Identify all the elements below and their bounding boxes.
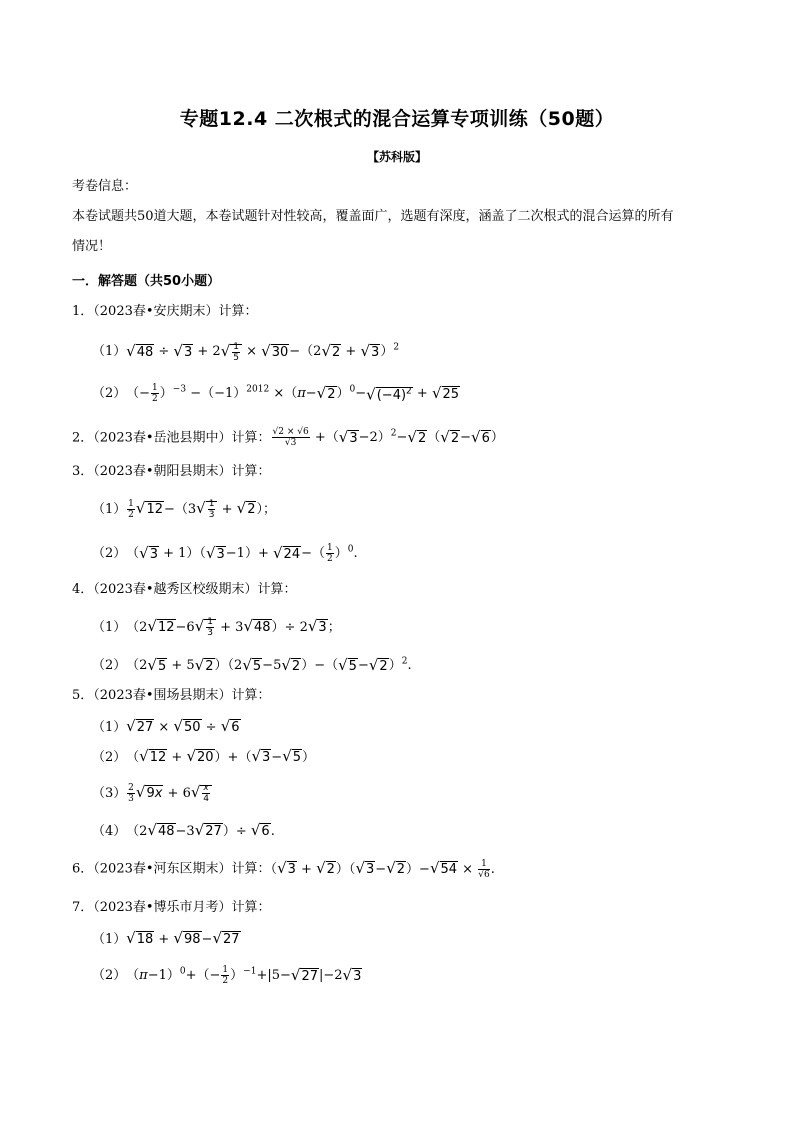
part-label: （2） (92, 546, 127, 562)
math-expression: $\frac{√2 \times √6}{√3}$ $+(√3-2)^2-√2(√2-√6)$ (272, 427, 504, 449)
problem-3 (72, 462, 271, 482)
problem-number: 3． (72, 464, 94, 479)
problem-5 (72, 686, 271, 706)
part-label: （1） (92, 344, 127, 360)
problem-1-part-2 (92, 380, 460, 406)
part-label: （4） (92, 823, 127, 839)
problem-7-part-2 (92, 962, 362, 987)
problem-3-part-1 (92, 498, 276, 520)
problem-source: （2023春•朝阳县期末）计算： (93, 464, 271, 479)
math-expression: √48 ÷ √3 + 2√ $\frac{1}{5}$ × $√30-(2√2 + √3)^2$ (126, 341, 400, 363)
problem-6 (72, 858, 495, 880)
math-expression: $(\pi-1)^0+(-$ $\frac{1}{2}$ ）$^{-1}$+|5−√27|−2√3 (126, 965, 362, 987)
problem-5-part-2 (92, 746, 315, 768)
part-label: （1） (92, 719, 127, 735)
math-expression: （2√12−6√ $\frac{1}{3}$ + 3√48）÷ 2√3； (126, 617, 341, 638)
problem-1 (72, 302, 258, 322)
math-expression: （2√48−3√27）÷ √6. (126, 821, 275, 839)
part-label: （2） (92, 386, 127, 402)
math-expression: √18 + √98−√27 (126, 929, 240, 947)
problem-source: （2023春•越秀区校级期末）计算： (93, 582, 297, 597)
problem-source: （2023春•岳池县期中）计算： (93, 430, 271, 446)
part-label: （2） (92, 968, 127, 984)
problem-number: 1． (72, 304, 94, 319)
math-expression: （√12 + √20）+（√3−√5） (126, 747, 316, 765)
problem-7-part-1 (92, 928, 241, 950)
math-expression: $\frac{1}{2}$ √12−（3√ $\frac{1}{3}$ + √2）； (128, 498, 276, 520)
math-expression: （√3 + 1）（√3−1）+ √24−（ $\frac{1}{2}$ ）$^0$. (126, 543, 358, 565)
math-expression: $\frac{2}{3}$ √9x + 6√ $\frac{x}{4}$ (126, 786, 212, 801)
problem-3-part-2 (92, 540, 358, 565)
problem-5-part-4 (92, 820, 275, 842)
problem-source: （2023春•围场县期末）计算： (93, 688, 271, 703)
problem-number: 4． (72, 582, 94, 597)
problem-5-part-1 (92, 716, 241, 738)
part-label: （1） (92, 501, 127, 517)
problem-7 (72, 898, 271, 918)
exam-info-label: 考卷信息： (72, 179, 138, 194)
part-label: （3） (92, 785, 127, 801)
math-expression: （− $\frac{1}{2}$ ）$^{-3} -(-1)^{2012} \times(\pi-√2)^0-√(-4)^2 + √25$ (126, 383, 460, 405)
section-heading: 一．解答题（共50小题） (72, 274, 221, 289)
problem-number: 5． (72, 688, 94, 703)
math-expression: $(2√5 + 5√2)(2√5-5√2)-(√5-√2)^2$. (126, 655, 412, 674)
problem-number: 7． (72, 900, 94, 915)
problem-2 (72, 424, 504, 449)
problem-4-part-2 (92, 652, 412, 677)
exam-info-line-1: 本卷试题共50道大题，本卷试题针对性较高，覆盖面广，选题有深度，涵盖了二次根式的混合运算的所有 (72, 209, 674, 224)
problem-4 (72, 580, 297, 600)
math-expression: √27 × √50 ÷ √6 (126, 717, 240, 735)
part-label: （2） (92, 658, 127, 674)
edition-label: 【苏科版】 (366, 150, 427, 164)
problem-number: 2． (72, 430, 94, 446)
problem-5-part-3 (92, 782, 212, 804)
page-title: 专题12.4 二次根式的混合运算专项训练（50题） (179, 108, 615, 130)
part-label: （2） (92, 749, 127, 765)
problem-source: （2023春•河东区期末）计算： (93, 861, 271, 877)
part-label: （1） (92, 931, 127, 947)
problem-source: （2023春•安庆期末）计算： (93, 304, 258, 319)
problem-1-part-1 (92, 338, 399, 363)
exam-info-line-2: 情况！ (72, 239, 112, 254)
problem-source: （2023春•博乐市月考）计算： (93, 900, 271, 915)
part-label: （1） (92, 619, 127, 635)
problem-4-part-1 (92, 616, 341, 638)
math-expression: （√3 + √2）（√3−√2）−√54 × $\frac{1}{√6}$ . (270, 858, 495, 880)
problem-number: 6． (72, 861, 94, 877)
